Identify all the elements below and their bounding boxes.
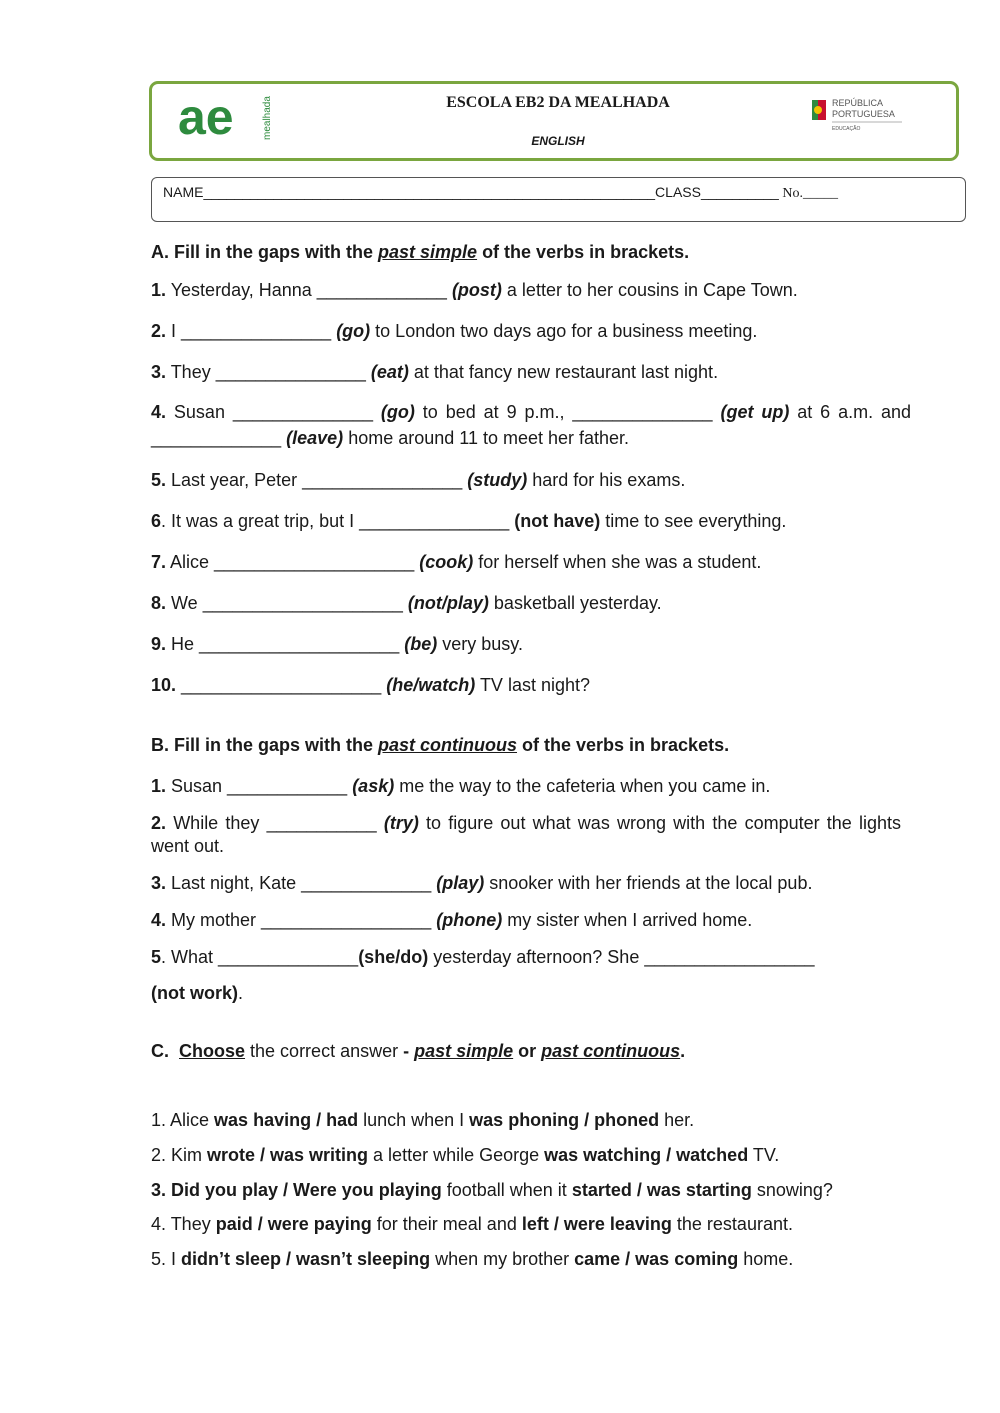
republica-logo	[806, 92, 906, 138]
svg-text:ae: ae	[178, 96, 234, 142]
exercise-c-item: 1. Alice was having / had lunch when I was phoning / phoned her.	[151, 1110, 695, 1130]
section-a-heading: A. Fill in the gaps with the past simple of the verbs in brackets.	[151, 242, 690, 262]
exercise-a-item: 3. They _______________ (eat) at that fancy new restaurant last night.	[151, 362, 719, 382]
class-field[interactable]: CLASS__________	[655, 184, 779, 200]
exercise-a-item: 5. Last year, Peter ________________ (study) hard for his exams.	[151, 470, 686, 490]
exercise-b-item: 3. Last night, Kate _____________ (play) snooker with her friends at the local pub.	[151, 873, 813, 893]
svg-text:PORTUGUESA: PORTUGUESA	[832, 109, 895, 119]
exercise-b-item: 2. While they ___________ (try) to figure out what was wrong with the computer the lights went out.	[151, 813, 901, 856]
exercise-a-item: 1. Yesterday, Hanna _____________ (post) a letter to her cousins in Cape Town.	[151, 280, 798, 300]
section-c-heading: C. Choose the correct answer - past simple or past continuous.	[151, 1041, 686, 1061]
section-b-heading: B. Fill in the gaps with the past continuous of the verbs in brackets.	[151, 735, 730, 755]
school-logo	[178, 96, 278, 142]
exercise-b-item-continued: (not work).	[151, 983, 244, 1003]
exercise-c-item: 2. Kim wrote / was writing a letter while George was watching / watched TV.	[151, 1145, 780, 1165]
exercise-a-item: 2. I _______________ (go) to London two days ago for a business meeting.	[151, 321, 758, 341]
svg-text:mealhada: mealhada	[262, 96, 273, 140]
name-field[interactable]: NAME__________________________________________________________	[163, 184, 656, 200]
number-field[interactable]: No._____	[778, 186, 838, 201]
svg-text:REPÚBLICA: REPÚBLICA	[832, 98, 884, 108]
exercise-a-item: 6. It was a great trip, but I _______________ (not have) time to see everything.	[151, 511, 787, 531]
exercise-a-item: 8. We ____________________ (not/play) basketball yesterday.	[151, 593, 662, 613]
subject-label: ENGLISH	[531, 134, 585, 148]
exercise-a-item: 7. Alice ____________________ (cook) for herself when she was a student.	[151, 552, 762, 572]
exercise-b-item: 4. My mother _________________ (phone) my sister when I arrived home.	[151, 910, 753, 930]
exercise-b-item: 1. Susan ____________ (ask) me the way to the cafeteria when you came in.	[151, 776, 771, 796]
school-name: ESCOLA EB2 DA MEALHADA	[446, 94, 670, 111]
exercise-b-item: 5. What ______________(she/do) yesterday afternoon? She _________________	[151, 947, 815, 967]
exercise-c-item: 3. Did you play / Were you playing football when it started / was starting snowing?	[151, 1180, 833, 1200]
svg-text:EDUCAÇÃO: EDUCAÇÃO	[832, 126, 861, 132]
exercise-c-item: 5. I didn’t sleep / wasn’t sleeping when my brother came / was coming home.	[151, 1249, 794, 1269]
exercise-a-item: 9. He ____________________ (be) very busy.	[151, 634, 523, 654]
student-info-row	[163, 184, 838, 202]
exercise-c-item: 4. They paid / were paying for their meal and left / were leaving the restaurant.	[151, 1214, 793, 1234]
exercise-a-item: 4. Susan ______________ (go) to bed at 9 p.m., ______________ (get up) at 6 a.m. and _____________ (leave) home around 11 to meet her father.	[151, 402, 912, 448]
exercise-a-item: 10. ____________________ (he/watch) TV last night?	[151, 675, 590, 695]
